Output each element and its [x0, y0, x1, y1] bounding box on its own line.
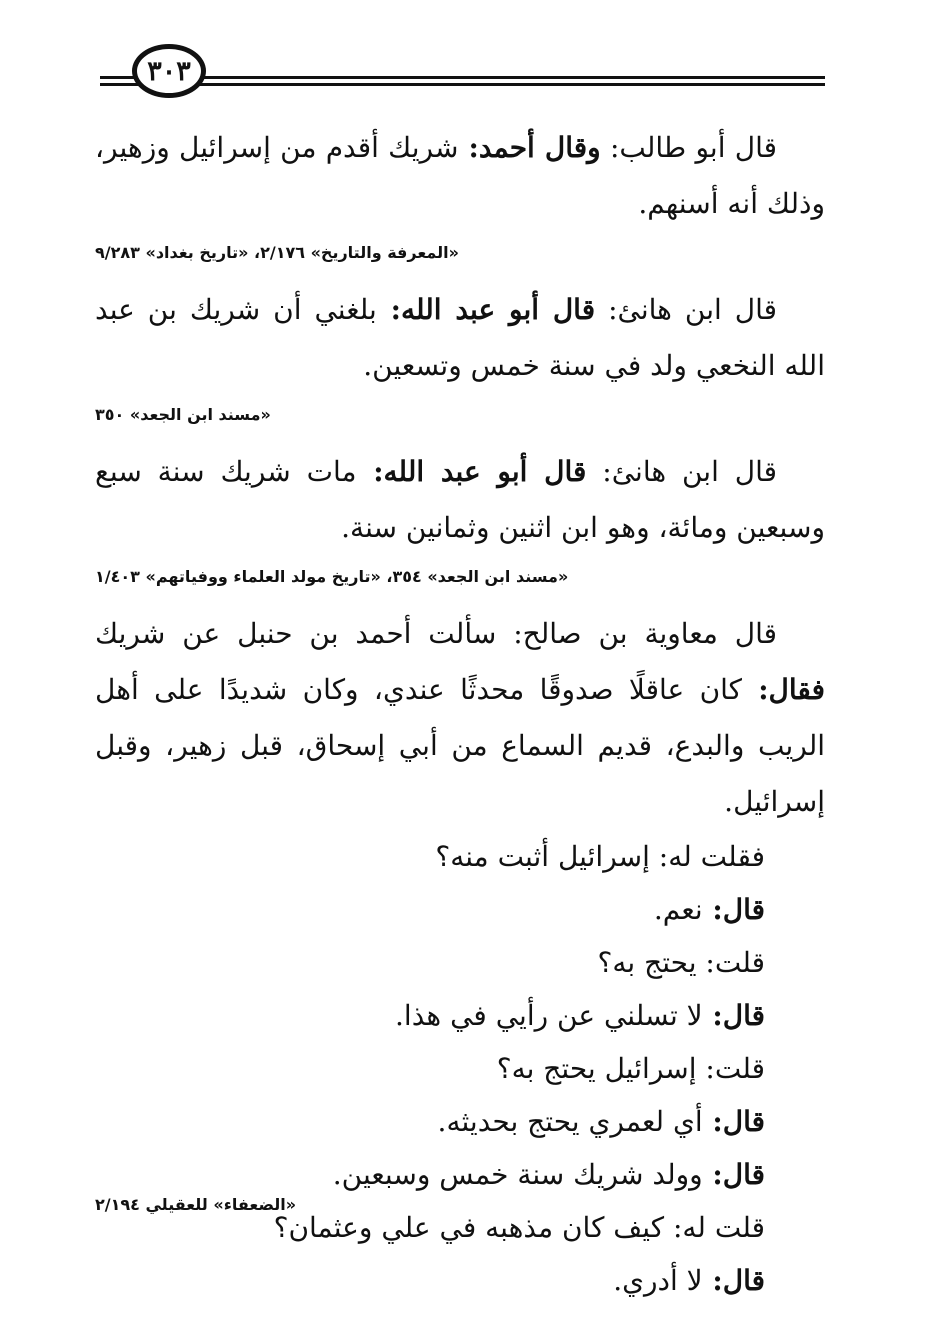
page-body — [95, 120, 825, 1307]
source-reference: «المعرفة والتاريخ» ٢/١٧٦، «تاريخ بغداد» ٩/٢٨٣ — [95, 243, 459, 262]
speaker-label: قال: — [702, 893, 765, 926]
text-span: فقلت له: إسرائيل أثبت منه؟ — [435, 840, 765, 873]
speaker-label: وقال أحمد: — [458, 131, 601, 164]
narration-paragraph — [95, 444, 825, 556]
source-reference: «مسند ابن الجعد» ٣٥٤، «تاريخ مولد العلماء ووفياتهم» ١/٤٠٣ — [95, 567, 569, 586]
dialogue-line — [95, 989, 825, 1042]
source-reference: «مسند ابن الجعد» ٣٥٠ — [95, 405, 271, 424]
header-rule-top — [100, 76, 825, 79]
text-span: قال معاوية بن صالح: سألت أحمد بن حنبل عن شريك — [95, 617, 777, 650]
text-span: لا تسلني عن رأيي في هذا. — [395, 999, 703, 1032]
speaker-label: قال: — [702, 1264, 765, 1297]
text-span: أي لعمري يحتج بحديثه. — [437, 1105, 703, 1138]
speaker-label: قال: — [702, 1105, 765, 1138]
dialogue-line — [95, 883, 825, 936]
narration-paragraph — [95, 120, 825, 232]
text-span: شريك أقدم من إسرائيل وزهير، وذلك أنه أسنهم. — [95, 131, 825, 220]
dialogue-line — [95, 936, 825, 989]
text-span: مات شريك سنة سبع وسبعين ومائة، وهو ابن اثنين وثمانين سنة. — [95, 455, 825, 544]
footnote-reference: «الضعفاء» للعقيلي ٢/١٩٤ — [95, 1195, 297, 1214]
text-span: كان عاقلًا صدوقًا محدثًا عندي، وكان شديدًا على أهل الريب والبدع، قديم السماع من أبي إسحاق، قبل زهير، وقبل إسرائيل. — [95, 673, 826, 818]
dialogue-line — [95, 1095, 825, 1148]
speaker-label: قال أبو عبد الله: — [376, 293, 596, 326]
text-span: قال أبو طالب: — [600, 131, 777, 164]
speaker-label: قال: — [702, 999, 765, 1032]
text-span: قلت له: كيف كان مذهبه في علي وعثمان؟ — [273, 1211, 765, 1244]
text-span: قلت: إسرائيل يحتج به؟ — [496, 1052, 765, 1085]
text-span: نعم. — [653, 893, 703, 926]
text-span: وولد شريك سنة خمس وسبعين. — [332, 1158, 703, 1191]
text-span: قال ابن هانئ: — [595, 293, 777, 326]
speaker-label: قال: — [702, 1158, 765, 1191]
dialogue-line — [95, 830, 825, 883]
narration-paragraph — [95, 282, 825, 394]
text-span: لا أدري. — [613, 1264, 703, 1297]
header-rule-bottom — [100, 83, 825, 86]
page-number: ٣٠٣ — [132, 44, 206, 98]
text-span: قال ابن هانئ: — [586, 455, 777, 488]
dialogue-line — [95, 1148, 825, 1201]
narration-paragraph — [95, 606, 825, 830]
page-header — [100, 38, 825, 108]
text-span: بلغني أن شريك بن عبد الله النخعي ولد في سنة خمس وتسعين. — [95, 293, 825, 382]
text-span: قلت: يحتج به؟ — [597, 946, 765, 979]
dialogue-line — [95, 1042, 825, 1095]
speaker-label: قال أبو عبد الله: — [356, 455, 587, 488]
dialogue-line — [95, 1254, 825, 1307]
speaker-label: فقال: — [742, 673, 825, 706]
